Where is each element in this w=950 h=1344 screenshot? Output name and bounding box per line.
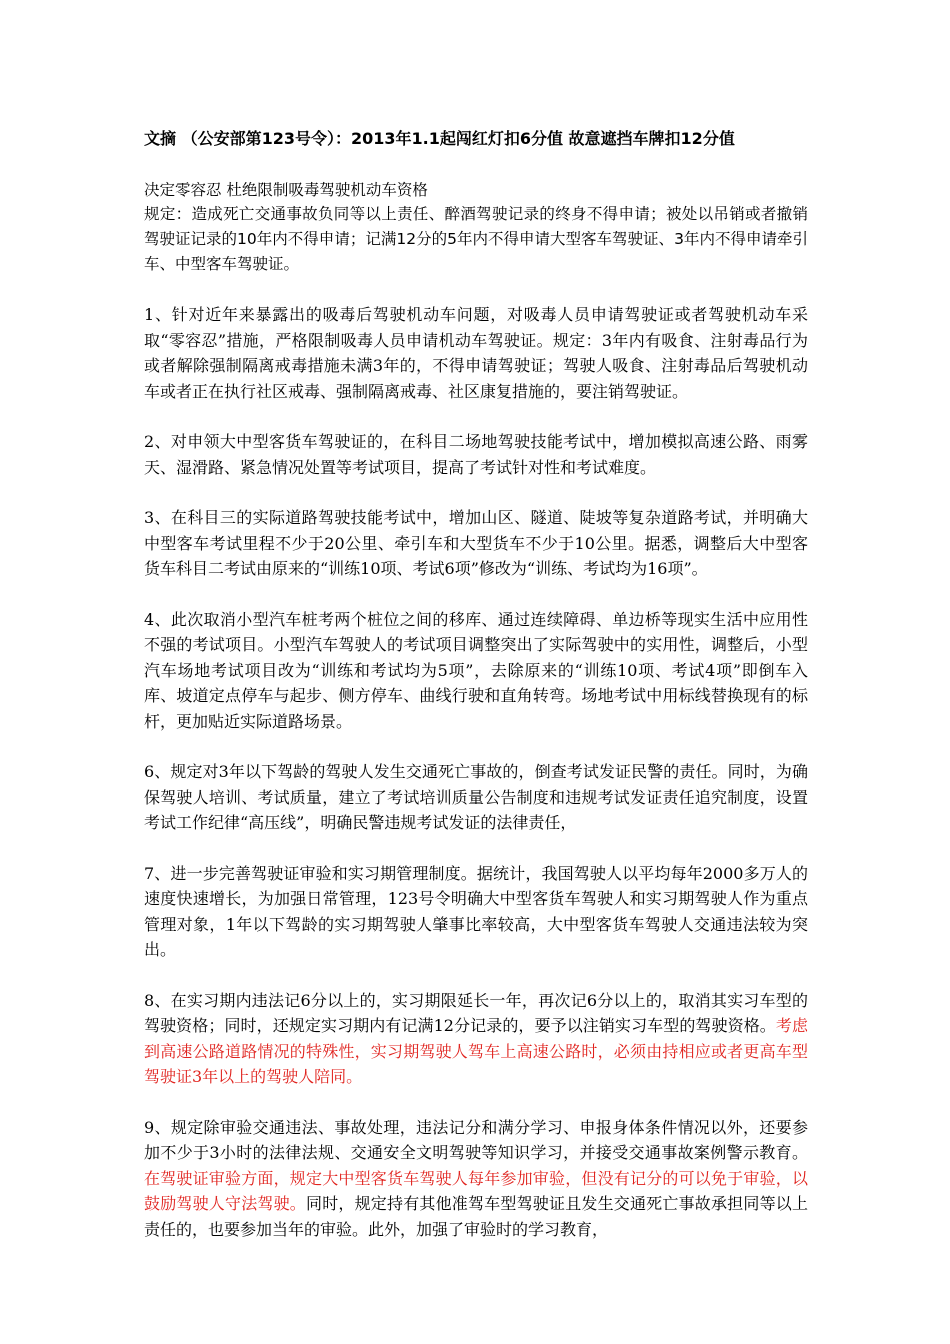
paragraph-text: 3、在科目三的实际道路驾驶技能考试中，增加山区、隧道、陡坡等复杂道路考试，并明确大中型客车考试里程不少于20公里、牵引车和大型货车不少于10公里。据悉，调整后大中型客货车科目二考试由原来的“训练10项、考试6项”修改为“训练、考试均为16项”。 (144, 508, 808, 578)
paragraph-text: 2、对申领大中型客货车驾驶证的，在科目二场地驾驶技能考试中，增加模拟高速公路、雨雾天、湿滑路、紧急情况处置等考试项目，提高了考试针对性和考试难度。 (144, 432, 808, 477)
paragraph-text: 8、在实习期内违法记6分以上的，实习期限延长一年，再次记6分以上的，取消其实习车型的驾驶资格；同时，还规定实习期内有记满12分记录的，要予以注销实习车型的驾驶资格。 (144, 990, 808, 1035)
paragraph-1 (144, 302, 808, 404)
paragraph-2 (144, 429, 808, 480)
paragraph-3 (144, 505, 808, 582)
highlighted-text: 在驾驶证审验方面，规定大中型客货车驾驶人每年参加审验，但没有记分的可以免于审验，以鼓励驾驶人守法驾驶。 (144, 1168, 808, 1213)
document-body (144, 126, 808, 1267)
paragraph-9 (144, 1115, 808, 1243)
paragraph-text: 6、规定对3年以下驾龄的驾驶人发生交通死亡事故的，倒查考试发证民警的责任。同时，为确保驾驶人培训、考试质量，建立了考试培训质量公告制度和违规考试发证责任追究制度，设置考试工作纪律“高压线”，明确民警违规考试发证的法律责任， (144, 762, 808, 832)
document-title: 文摘 （公安部第123号令）：2013年1.1起闯红灯扣6分值 故意遮挡车牌扣12分值 (144, 129, 735, 148)
paragraph-text: 7、进一步完善驾驶证审验和实习期管理制度。据统计，我国驾驶人以平均每年2000多万人的速度快速增长，为加强日常管理，123号令明确大中型客货车驾驶人和实习期驾驶人作为重点管理对象，1年以下驾龄的实习期驾驶人肇事比率较高，大中型客货车驾驶人交通违法较为突出。 (144, 863, 808, 959)
paragraph-8 (144, 988, 808, 1090)
paragraph-6 (144, 759, 808, 836)
paragraph-text: 4、此次取消小型汽车桩考两个桩位之间的移库、通过连续障碍、单边桥等现实生活中应用性不强的考试项目。小型汽车驾驶人的考试项目调整突出了实际驾驶中的实用性，调整后，小型汽车场地考试项目改为“训练和考试均为5项”，去除原来的“训练10项、考试4项”即倒车入库、坡道定点停车与起步、侧方停车、曲线行驶和直角转弯。场地考试中用标线替换现有的标杆，更加贴近实际道路场景。 (144, 609, 808, 731)
paragraph-7 (144, 861, 808, 963)
paragraph-text: 9、规定除审验交通违法、事故处理，违法记分和满分学习、申报身体条件情况以外，还要参加不少于3小时的法律法规、交通安全文明驾驶等知识学习，并接受交通事故案例警示教育。 (144, 1117, 808, 1162)
paragraph-text-after: 同时，规定持有其他准驾车型驾驶证且发生交通死亡事故承担同等以上责任的，也要参加当年的审验。此外，加强了审验时的学习教育， (144, 1194, 808, 1239)
rule-summary: 规定：造成死亡交通事故负同等以上责任、醉酒驾驶记录的终身不得申请；被处以吊销或者撤销驾驶证记录的10年内不得申请；记满12分的5年内不得申请大型客车驾驶证、3年内不得申请牵引车、中型客车驾驶证。 (144, 205, 808, 273)
document-subtitle: 决定零容忍 杜绝限制吸毒驾驶机动车资格 (144, 181, 428, 199)
highlighted-text: 考虑到高速公路道路情况的特殊性，实习期驾驶人驾车上高速公路时，必须由持相应或者更高车型驾驶证3年以上的驾驶人陪同。 (144, 1016, 808, 1086)
paragraph-text: 1、针对近年来暴露出的吸毒后驾驶机动车问题，对吸毒人员申请驾驶证或者驾驶机动车采取“零容忍”措施，严格限制吸毒人员申请机动车驾驶证。规定：3年内有吸食、注射毒品行为或者解除强制隔离戒毒措施未满3年的，不得申请驾驶证；驾驶人吸食、注射毒品后驾驶机动车或者正在执行社区戒毒、强制隔离戒毒、社区康复措施的，要注销驾驶证。 (144, 305, 808, 401)
paragraph-4 (144, 607, 808, 735)
